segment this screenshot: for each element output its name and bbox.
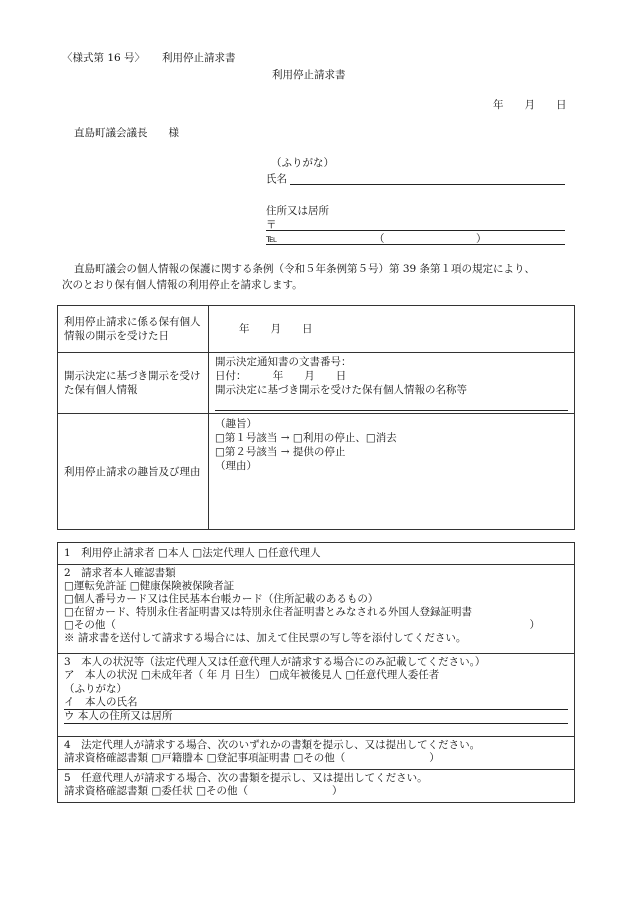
identity-docs-title: 2 請求者本人確認書類 (64, 567, 176, 579)
identity-doc-other-close: ） (529, 619, 540, 631)
voluntary-agent-cell (58, 770, 575, 803)
identity-doc-option-2[interactable]: □個人番号カード又は住民基本台帳カード（住所記載のあるもの） (64, 593, 379, 605)
identity-doc-option-3[interactable]: □在留カード、特別永住者証明書又は特別永住者証明書とみなされる外国人登録証明書 (64, 606, 472, 618)
mail-request-note: ※ 請求書を送付して請求する場合には、加えて住民票の写し等を添付してください。 (64, 632, 467, 644)
applicant-address-label: 住所又は居所 (266, 205, 329, 217)
purpose-reason-cell[interactable] (209, 414, 575, 530)
section-4-row (58, 737, 575, 770)
disclosed-info-row (58, 353, 575, 414)
legal-agent-title: 4 法定代理人が請求する場合、次のいずれかの書類を提示し、又は提出してください。 (64, 739, 481, 751)
purpose-heading: （趣旨） (215, 418, 257, 430)
section-1-row (58, 543, 575, 565)
principal-furigana: （ふりがな） (64, 683, 127, 695)
disclosed-info-cell[interactable] (209, 353, 575, 414)
applicant-furigana: （ふりがな） (271, 157, 334, 169)
purpose-option-2[interactable]: □第２号該当 → 提供の停止 (215, 446, 346, 458)
info-name-field[interactable] (215, 397, 568, 411)
notice-number-line: 開示決定通知書の文書番号： (215, 356, 352, 368)
requester-type[interactable]: 1 利用停止請求者 □本人 □法定代理人 □任意代理人 (58, 543, 575, 565)
identity-doc-option-1[interactable]: □運転免許証 □健康保険被保険者証 (64, 580, 235, 592)
section-3-row (58, 654, 575, 737)
form-number: 〈様式第 16 号〉 (62, 52, 146, 64)
disclosure-date-value[interactable]: 年 月 日 (209, 306, 575, 353)
form-name: 利用停止請求書 (162, 52, 236, 64)
notice-date-line: 日付： 年 月 日 (215, 370, 347, 382)
addressee: 直島町議会議長 様 (74, 127, 179, 139)
applicant-tel-field[interactable] (266, 244, 565, 245)
section-2-row (58, 565, 575, 654)
tel-paren-open: （ (374, 233, 385, 245)
applicant-name-field[interactable] (290, 184, 565, 185)
principal-status-cell (58, 654, 575, 737)
section-5-row (58, 770, 575, 803)
voluntary-agent-title: 5 任意代理人が請求する場合、次の書類を提示し、又は提出してください。 (64, 772, 428, 784)
tel-icon: ℡ (266, 233, 278, 245)
info-name-line: 開示決定に基づき開示を受けた保有個人情報の名称等 (215, 384, 467, 396)
identity-doc-other-label: □その他（ (64, 619, 116, 631)
principal-status-title: 3 本人の状況等（法定代理人又は任意代理人が請求する場合にのみ記載してください。） (64, 656, 486, 668)
principal-status-options[interactable]: ア 本人の状況 □未成年者（ 年 月 日生） □成年被後見人 □任意代理人委任者 (64, 669, 440, 681)
requester-info-table (57, 542, 575, 803)
disclosed-info-label: 開示決定に基づき開示を受けた保有個人情報 (58, 353, 209, 414)
purpose-option-1[interactable]: □第１号該当 → □利用の停止、□消去 (215, 432, 397, 444)
identity-docs-cell (58, 565, 575, 654)
principal-address[interactable]: ウ 本人の住所又は居所 (64, 710, 568, 724)
legal-agent-cell (58, 737, 575, 770)
legal-agent-docs[interactable]: 請求資格確認書類 □戸籍謄本 □登記事項証明書 □その他（ ） (64, 752, 440, 764)
reason-heading: （理由） (215, 460, 257, 472)
applicant-address-field[interactable] (266, 230, 565, 231)
date-line: 年 月 日 (493, 99, 567, 111)
voluntary-agent-docs[interactable]: 請求資格確認書類 □委任状 □その他（ ） (64, 785, 343, 797)
identity-doc-other[interactable] (64, 619, 568, 632)
intro-line-1: 直島町議会の個人情報の保護に関する条例（令和５年条例第５号）第 39 条第１項の規定により、 (74, 263, 536, 275)
tel-paren-close: ） (476, 233, 487, 245)
purpose-reason-label: 利用停止請求の趣旨及び理由 (58, 414, 209, 530)
purpose-reason-row (58, 414, 575, 530)
disclosure-date-label: 利用停止請求に係る保有個人情報の開示を受けた日 (58, 306, 209, 353)
request-details-table (57, 305, 575, 530)
postal-mark: 〒 (266, 219, 277, 231)
intro-line-2: 次のとおり保有個人情報の利用停止を請求します。 (62, 279, 303, 291)
principal-name[interactable]: イ 本人の氏名 (64, 696, 568, 710)
applicant-name-label: 氏名 (266, 173, 287, 185)
disclosure-date-row (58, 306, 575, 353)
page-title: 利用停止請求書 (272, 69, 346, 81)
